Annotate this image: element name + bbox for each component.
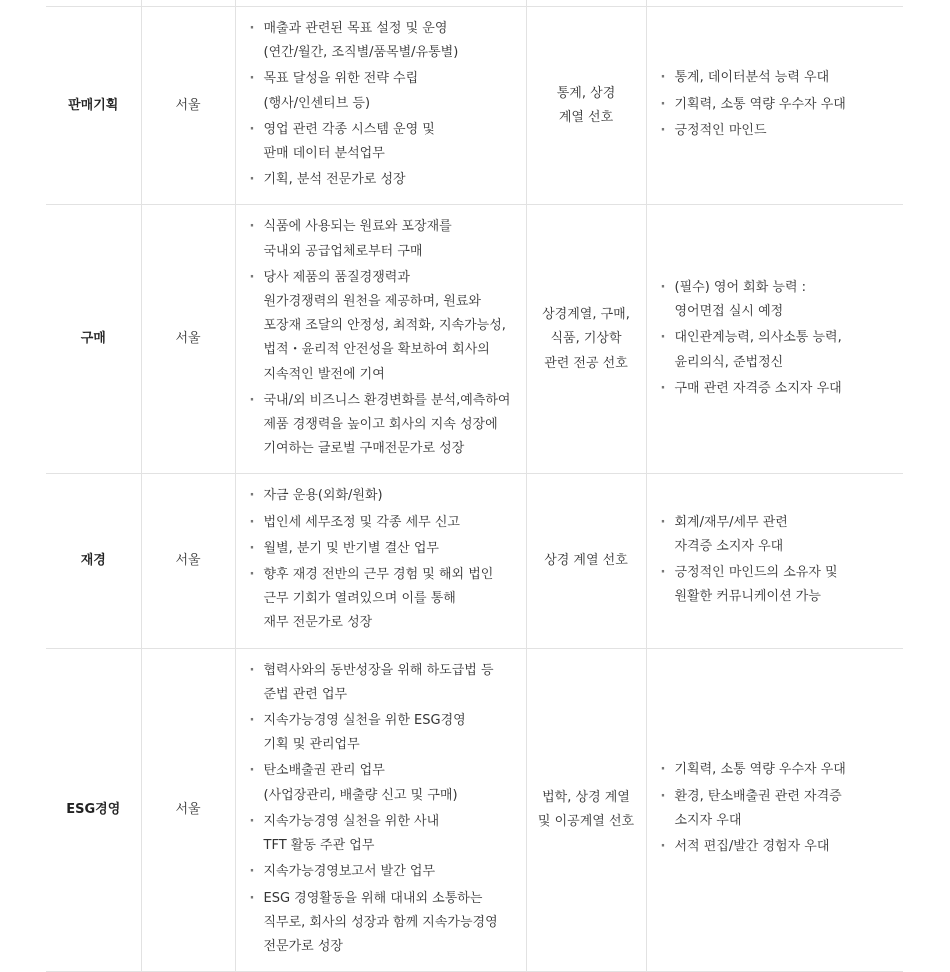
preferences-cell — [646, 474, 903, 648]
duty-item: · 지속가능경영 실천을 위한 사내 TFT 활동 주관 업무 — [250, 810, 520, 858]
preference-item: · 서적 편집/발간 경험자 우대 — [661, 835, 898, 859]
duty-item: · 지속가능경영보고서 발간 업무 — [250, 860, 520, 884]
preference-item: · 구매 관련 자격증 소지자 우대 — [661, 377, 898, 401]
preferred-major: 상경계열, 구매, 식품, 기상학 관련 전공 선호 — [542, 307, 630, 371]
preference-item: · 기획력, 소통 역량 우수자 우대 — [661, 93, 898, 117]
preference-item: · 통계, 데이터분석 능력 우대 — [661, 66, 898, 90]
location: 서울 — [175, 801, 201, 817]
preference-item: · 대인관계능력, 의사소통 능력, 윤리의식, 준법정신 — [661, 326, 898, 374]
job-title-cell — [46, 648, 141, 971]
duties-cell — [235, 205, 526, 474]
job-postings-table — [46, 0, 903, 972]
duty-item: · 국내/외 비즈니스 환경변화를 분석,예측하여 제품 경쟁력을 높이고 회사의 지속 성장에 기여하는 글로벌 구매전문가로 성장 — [250, 389, 520, 462]
preference-item: · 긍정적인 마인드 — [661, 119, 898, 143]
preferred-major: 통계, 상경 계열 선호 — [556, 85, 616, 125]
job-title: ESG경영 — [66, 801, 121, 817]
duty-item: · 협력사와의 동반성장을 위해 하도급법 등 준법 관련 업무 — [250, 659, 520, 707]
duty-item: · 매출과 관련된 목표 설정 및 운영 (연간/월간, 조직별/품목별/유통별) — [250, 17, 520, 65]
preferences-list — [661, 66, 898, 143]
job-title: 재경 — [80, 552, 106, 568]
duties-cell — [235, 7, 526, 205]
duty-item: · 향후 재경 전반의 근무 경험 및 해외 법인 근무 기회가 열려있으며 이를 통해 재무 전문가로 성장 — [250, 563, 520, 636]
duty-item: · 식품에 사용되는 원료와 포장재를 국내외 공급업체로부터 구매 — [250, 215, 520, 263]
preferred-major: 법학, 상경 계열 및 이공계열 선호 — [537, 789, 635, 829]
job-title-cell — [46, 7, 141, 205]
preference-item: · (필수) 영어 회화 능력 : 영어면접 실시 예정 — [661, 276, 898, 324]
preference-item: · 기획력, 소통 역량 우수자 우대 — [661, 758, 898, 782]
duty-item: · ESG 경영활동을 위해 대내외 소통하는 직무로, 회사의 성장과 함께 지속가능경영 전문가로 성장 — [250, 887, 520, 960]
preferences-cell — [646, 205, 903, 474]
location: 서울 — [175, 97, 201, 113]
preference-item: · 환경, 탄소배출권 관련 자격증 소지자 우대 — [661, 785, 898, 833]
location-cell — [141, 205, 235, 474]
duties-list — [250, 215, 520, 461]
preferences-list — [661, 511, 898, 610]
location-cell — [141, 7, 235, 205]
duty-item: · 당사 제품의 품질경쟁력과 원가경쟁력의 원천을 제공하며, 원료와 포장재 조달의 안정성, 최적화, 지속가능성, 법적・윤리적 안전성을 확보하여 회사의 지속적인 발전에 기여 — [250, 266, 520, 387]
duty-item: · 법인세 세무조정 및 각종 세무 신고 — [250, 511, 520, 535]
job-postings-table-body — [46, 0, 903, 972]
location-cell — [141, 648, 235, 971]
job-title-cell — [46, 205, 141, 474]
duty-item: · 영업 관련 각종 시스템 운영 및 판매 데이터 분석업무 — [250, 118, 520, 166]
preference-item: · 긍정적인 마인드의 소유자 및 원활한 커뮤니케이션 가능 — [661, 561, 898, 609]
table-row — [46, 474, 903, 648]
location-cell — [141, 474, 235, 648]
duty-item: · 월별, 분기 및 반기별 결산 업무 — [250, 537, 520, 561]
major-cell — [526, 474, 646, 648]
duties-list — [250, 17, 520, 192]
duty-item: · 자금 운용(외화/원화) — [250, 484, 520, 508]
major-cell — [526, 205, 646, 474]
job-title: 구매 — [80, 331, 106, 347]
duty-item: · 지속가능경영 실천을 위한 ESG경영 기획 및 관리업무 — [250, 709, 520, 757]
preferences-list — [661, 758, 898, 859]
preferences-list — [661, 276, 898, 401]
preferred-major: 상경 계열 선호 — [544, 552, 628, 568]
table-row — [46, 205, 903, 474]
duties-list — [250, 659, 520, 959]
duties-list — [250, 484, 520, 635]
duty-item: · 목표 달성을 위한 전략 수립 (행사/인센티브 등) — [250, 67, 520, 115]
preference-item: · 회계/재무/세무 관련 자격증 소지자 우대 — [661, 511, 898, 559]
job-title: 판매기획 — [68, 97, 119, 113]
duties-cell — [235, 474, 526, 648]
duties-cell — [235, 648, 526, 971]
major-cell — [526, 648, 646, 971]
duty-item: · 기획, 분석 전문가로 성장 — [250, 168, 520, 192]
job-title-cell — [46, 474, 141, 648]
location: 서울 — [175, 552, 201, 568]
preferences-cell — [646, 648, 903, 971]
duty-item: · 탄소배출권 관리 업무 (사업장관리, 배출량 신고 및 구매) — [250, 759, 520, 807]
table-row — [46, 648, 903, 971]
location: 서울 — [175, 331, 201, 347]
preferences-cell — [646, 7, 903, 205]
table-row — [46, 7, 903, 205]
major-cell — [526, 7, 646, 205]
